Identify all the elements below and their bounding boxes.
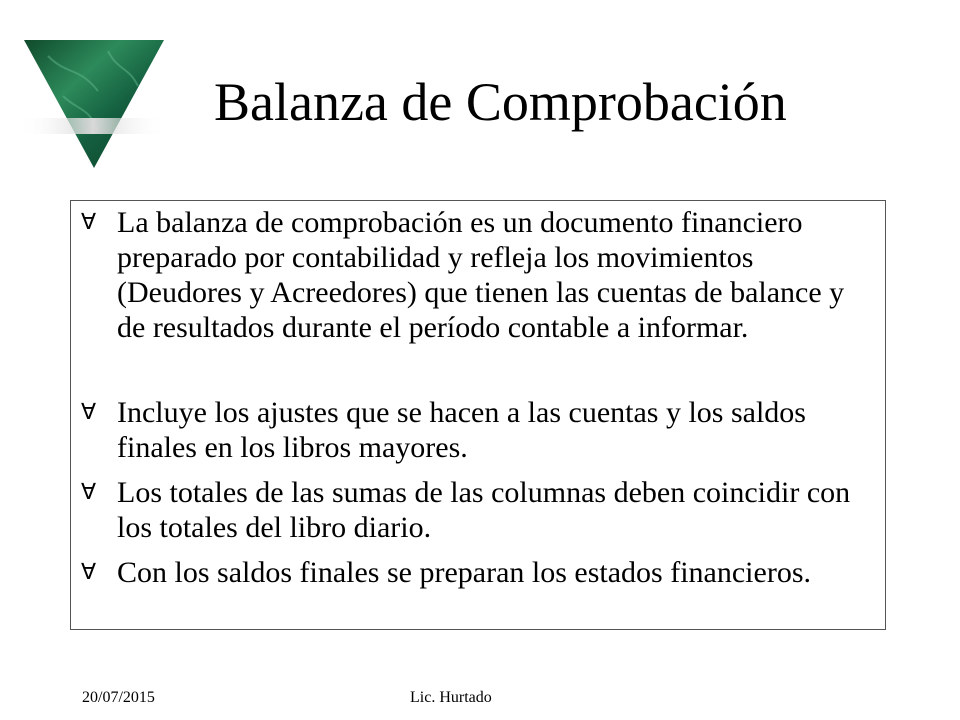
bullet-item: [81, 555, 871, 590]
bullet-text: Los totales de las sumas de las columnas deben coincidir con los totales del libro diario.: [117, 476, 851, 544]
bullet-item: [81, 205, 871, 345]
bullet-marker-icon: ∀: [81, 480, 97, 505]
bullet-item: [81, 475, 871, 545]
content-box: [70, 200, 886, 630]
bullet-text: Incluye los ajustes que se hacen a las cuentas y los saldos finales en los libros mayores.: [117, 396, 806, 464]
footer-date: 20/07/2015: [82, 689, 155, 706]
bullet-marker-icon: ∀: [81, 560, 97, 585]
slide-title: Balanza de Comprobación: [214, 72, 787, 132]
bullet-text: Con los saldos finales se preparan los estados financieros.: [117, 556, 811, 589]
bullet-marker-icon: ∀: [81, 210, 97, 235]
footer-author: Lic. Hurtado: [410, 689, 492, 706]
bullet-marker-icon: ∀: [81, 400, 97, 425]
bullet-text: La balanza de comprobación es un documento financiero preparado por contabilidad y refleja los movimientos (Deudores y Acreedores) que tienen las cuentas de balance y de resultados durante el período contable a informar.: [117, 206, 845, 344]
green-triangle-logo-icon: [18, 36, 168, 172]
bullet-item: [81, 395, 871, 465]
